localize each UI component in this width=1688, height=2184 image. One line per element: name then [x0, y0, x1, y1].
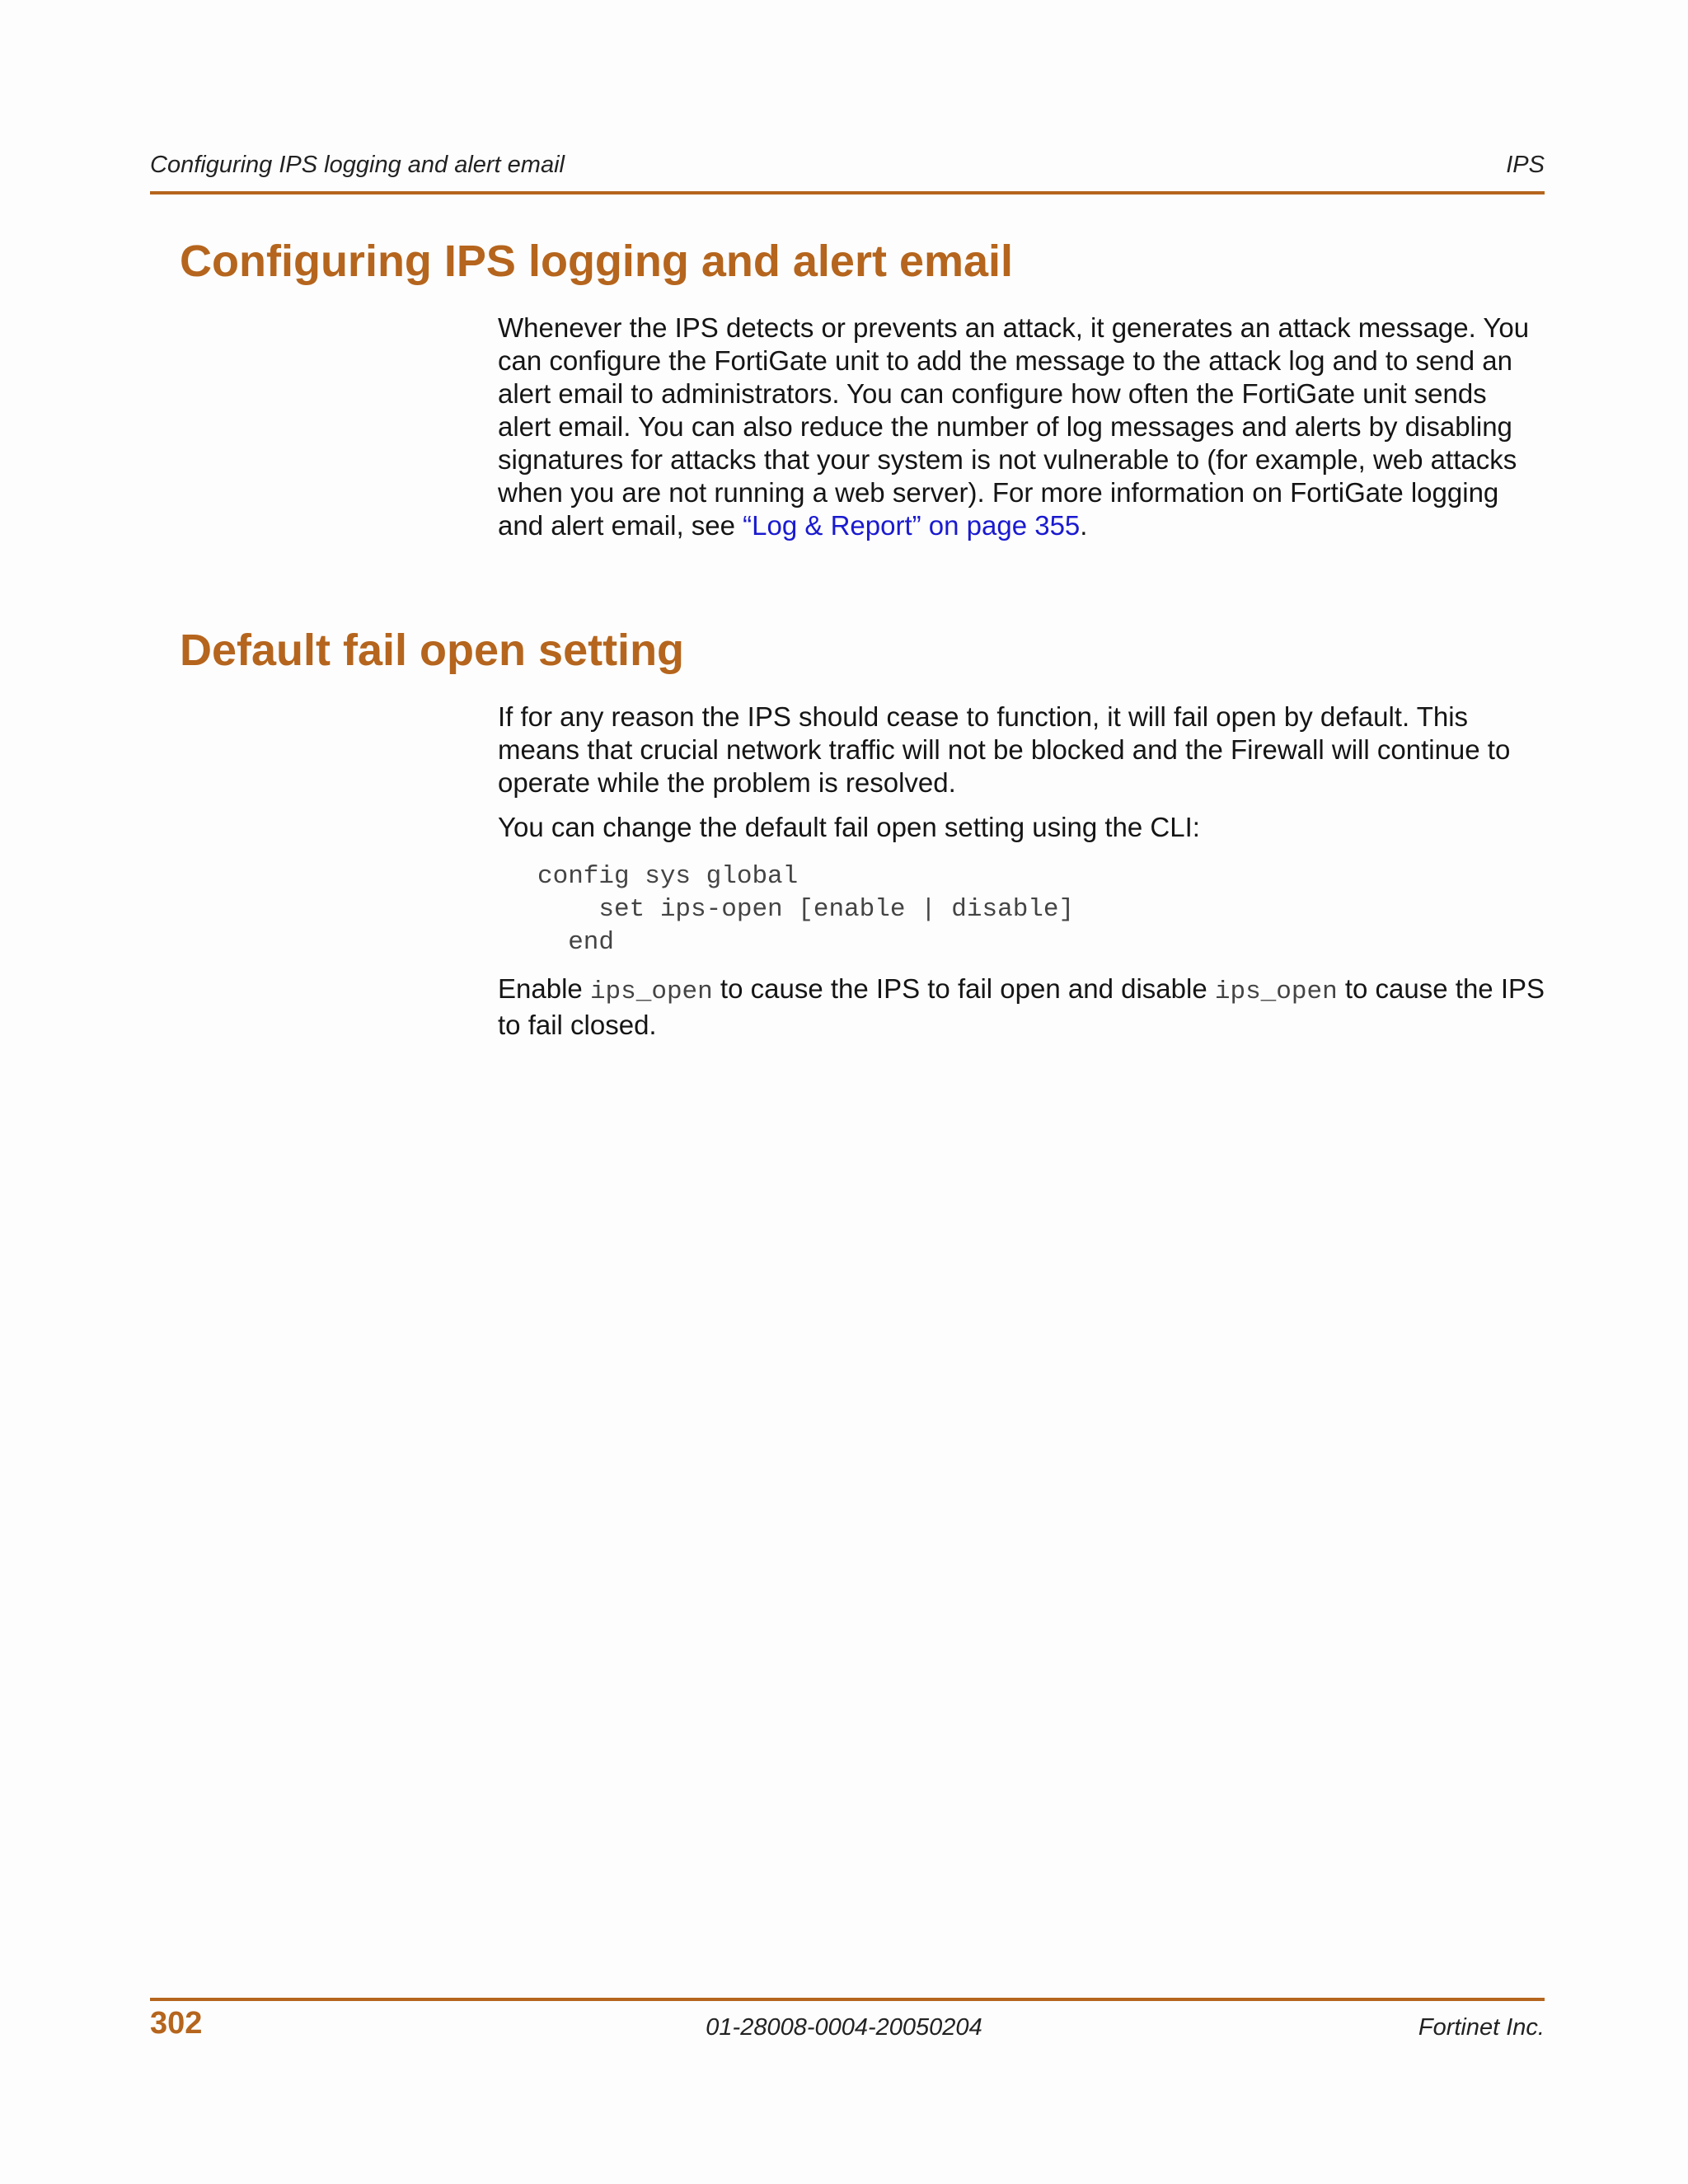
inline-code-ips-open: ips_open [1214, 977, 1338, 1006]
cli-code-block [537, 860, 1074, 959]
code-line: config sys global [537, 862, 799, 891]
code-line: set ips-open [enable | disable] [537, 895, 1075, 924]
running-header [150, 152, 1545, 191]
logging-paragraph [498, 312, 1545, 542]
fail-open-paragraph [498, 701, 1545, 799]
inline-code-ips-open: ips_open [589, 977, 713, 1006]
log-report-link[interactable]: “Log & Report” on page 355 [743, 510, 1081, 541]
enable-text-1: Enable [498, 973, 590, 1004]
running-header-section: IPS [1506, 152, 1545, 178]
logging-paragraph-end: . [1080, 510, 1088, 541]
footer-rule [150, 1998, 1545, 2001]
cli-intro-text: You can change the default fail open setting using the CLI: [498, 812, 1200, 842]
enable-text-2: to cause the IPS to fail open and disable [712, 973, 1215, 1004]
code-line: end [537, 928, 615, 957]
company-name: Fortinet Inc. [1418, 2014, 1545, 2041]
page-number: 302 [150, 2006, 203, 2041]
section-title-logging: Configuring IPS logging and alert email [180, 237, 1014, 286]
running-header-chapter: Configuring IPS logging and alert email [150, 152, 565, 178]
enable-text-3: to cause the IPS to fail closed. [498, 973, 1545, 1040]
document-id: 01-28008-0004-20050204 [706, 2014, 982, 2041]
logging-paragraph-text: Whenever the IPS detects or prevents an attack, it generates an attack message. You can configure the FortiGate unit to add the message to the attack log and to send an alert email to administrators. You can configure how often the FortiGate unit sends alert email. You can also reduce the number of log messages and alerts by disabling signatures for attacks that your system is not vulnerable to (for example, web attacks when you are not running a web server). For more information on FortiGate logging and alert email, see [498, 312, 1530, 541]
cli-intro-paragraph [498, 811, 1545, 844]
section-title-fail-open: Default fail open setting [180, 626, 685, 675]
fail-open-paragraph-text: If for any reason the IPS should cease to function, it will fail open by default. This means that crucial network traffic will not be blocked and the Firewall will continue to operate while the problem is resolved. [498, 701, 1511, 798]
header-rule [150, 191, 1545, 194]
enable-paragraph [498, 972, 1545, 1042]
